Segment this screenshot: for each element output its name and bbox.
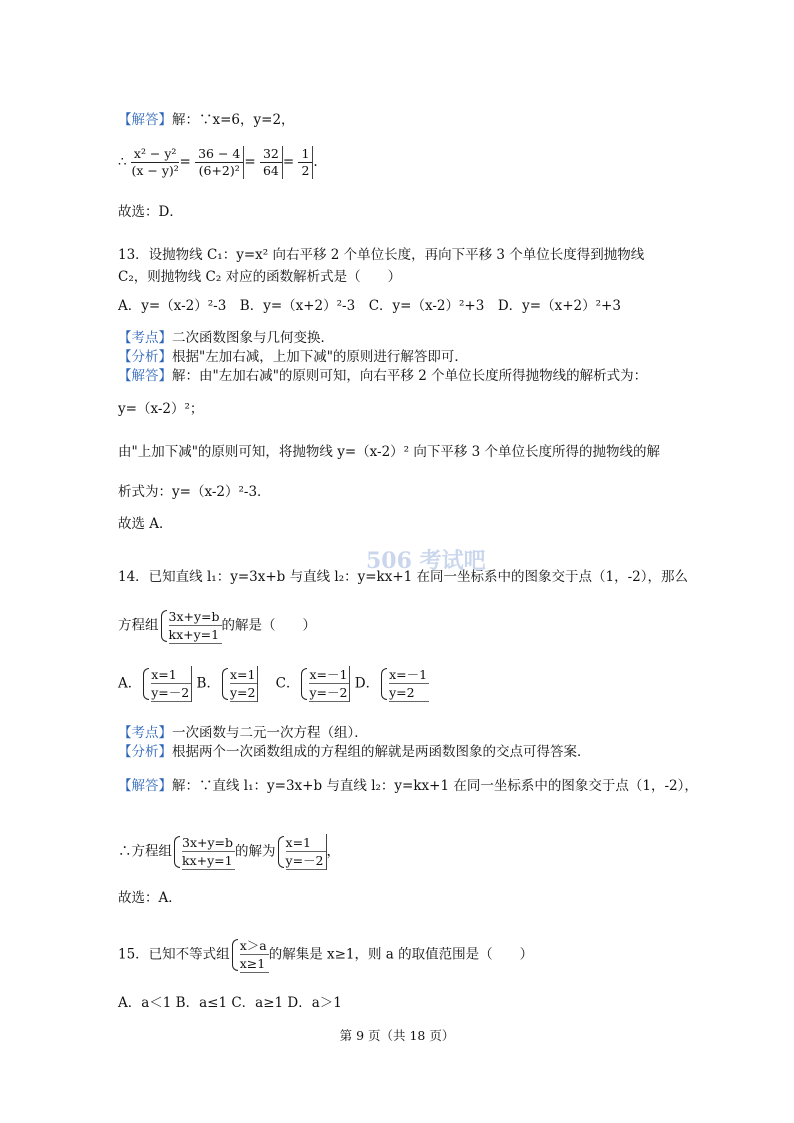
answer-tag: 【解答】: [118, 112, 172, 128]
option-b-label: B．: [196, 675, 220, 692]
fraction-4: $\frac{1}{2}$: [298, 146, 313, 179]
equals: =: [282, 154, 295, 170]
q14-analysis-text: 根据两个一次函数组成的方程组的解就是两函数图象的交点可得答案．: [172, 744, 591, 760]
q14-point-line: [118, 724, 368, 742]
q14-choose: 故选：A．: [118, 890, 182, 906]
q14-stem-line2: [118, 608, 316, 644]
option-a-system: $\frac{x=1}{y=-2}$: [141, 666, 192, 702]
q12-fraction-line: [118, 146, 318, 179]
page-footer: 第 9 页（共 18 页）: [339, 1028, 455, 1043]
q14-analysis-line: [118, 743, 591, 761]
q14-answer-text: 解：∵直线 l₁：y=3x+b 与直线 l₂：y=kx+1 在同一坐标系中的图象交于点（1，-2），: [172, 778, 698, 794]
q14-mid: 的解为: [235, 843, 276, 860]
q14-options: [118, 666, 429, 702]
fraction-1: $\frac{\text{x² − y²}}{\text{(x − y)²}}$: [131, 146, 179, 178]
comma: ，: [326, 843, 341, 860]
q14-therefore: ∴方程组: [118, 843, 172, 860]
point-tag: 【考点】: [118, 330, 172, 346]
answer-tag: 【解答】: [118, 778, 172, 794]
q13-choose: 故选 A．: [118, 516, 173, 532]
q15-options: A．a＜1 B．a≤1 C．a≥1 D．a＞1: [118, 995, 342, 1011]
fraction-2: $\frac{36 - 4}{\text{(6+2)²}}$: [195, 146, 244, 179]
q13-point-line: [118, 329, 334, 347]
q13-answer-text: 解：由"左加右减"的原则可知，向右平移 2 个单位长度所得抛物线的解析式为：: [172, 368, 648, 384]
equals: =: [244, 154, 256, 170]
q14-suffix: 的解是（ ）: [221, 617, 317, 634]
q12-solve-text: 解：∵x=6，y=2，: [172, 112, 295, 128]
q13-point-text: 二次函数图象与几何变换．: [172, 330, 334, 346]
equals: =: [179, 154, 191, 170]
q13-stem-line2: C₂，则抛物线 C₂ 对应的函数解析式是（ ）: [118, 269, 402, 285]
therefore-symbol: ∴: [118, 154, 127, 170]
q14-answer-line: [118, 777, 698, 795]
q14-point-text: 一次函数与二元一次方程（组）．: [172, 725, 368, 741]
q13-answer-line: [118, 367, 647, 385]
option-d-system: $\frac{x=-1}{y=2}$: [379, 666, 429, 702]
q13-options: A．y=（x-2）²-3 B．y=（x+2）²-3 C．y=（x-2）²+3 D．y=（x+2）²+3: [118, 298, 621, 314]
answer-tag: 【解答】: [118, 368, 172, 384]
q13-stem-line1: 13．设抛物线 C₁：y=x² 向右平移 2 个单位长度，再向下平移 3 个单位长度得到抛物线: [118, 247, 645, 263]
q15-suffix: 的解集是 x≥1，则 a 的取值范围是（ ）: [268, 946, 534, 963]
q13-line-c: 析式为：y=（x-2）²-3．: [118, 484, 271, 500]
watermark-logo: 506 考试吧: [366, 548, 486, 574]
q15-prefix: 15．已知不等式组: [118, 946, 230, 963]
q15-inequality-system: $\frac{x>a}{x\ge 1}$: [230, 937, 269, 973]
q13-line-b: 由"上加下减"的原则可知，将抛物线 y=（x-2）² 向下平移 3 个单位长度所得的抛物线的解: [118, 444, 661, 460]
q14-solution-values: $\frac{x=1}{y=-2}$: [276, 834, 327, 870]
q14-solution-system: $\frac{3x+y=b}{kx+y=1}$: [172, 834, 235, 870]
option-a-label: A．: [118, 675, 142, 692]
q14-solution-line: [118, 834, 340, 870]
option-c-label: C．: [275, 675, 300, 692]
option-b-system: $\frac{x=1}{y=2}$: [220, 666, 259, 702]
point-tag: 【考点】: [118, 725, 172, 741]
q15-stem: [118, 937, 533, 973]
q14-stem-line1: 14．已知直线 l₁：y=3x+b 与直线 l₂：y=kx+1 在同一坐标系中的图象交于点（1，-2），那么: [118, 569, 689, 585]
q13-analysis-text: 根据"左加右减，上加下减"的原则进行解答即可．: [172, 349, 468, 365]
q12-choose: 故选：D．: [118, 204, 183, 220]
option-c-system: $\frac{x=-1}{y=-2}$: [299, 666, 350, 702]
q13-analysis-line: [118, 348, 468, 366]
q12-solve-line: [118, 111, 295, 129]
option-d-label: D．: [354, 675, 380, 692]
q14-prefix: 方程组: [118, 617, 159, 634]
analysis-tag: 【分析】: [118, 349, 172, 365]
q13-eq1: y=（x-2）²；: [118, 401, 204, 417]
q14-equation-system: $\frac{3x+y=b}{kx+y=1}$: [159, 608, 222, 644]
analysis-tag: 【分析】: [118, 744, 172, 760]
fraction-3: $\frac{32}{64}$: [260, 146, 283, 179]
period: .: [313, 154, 318, 170]
